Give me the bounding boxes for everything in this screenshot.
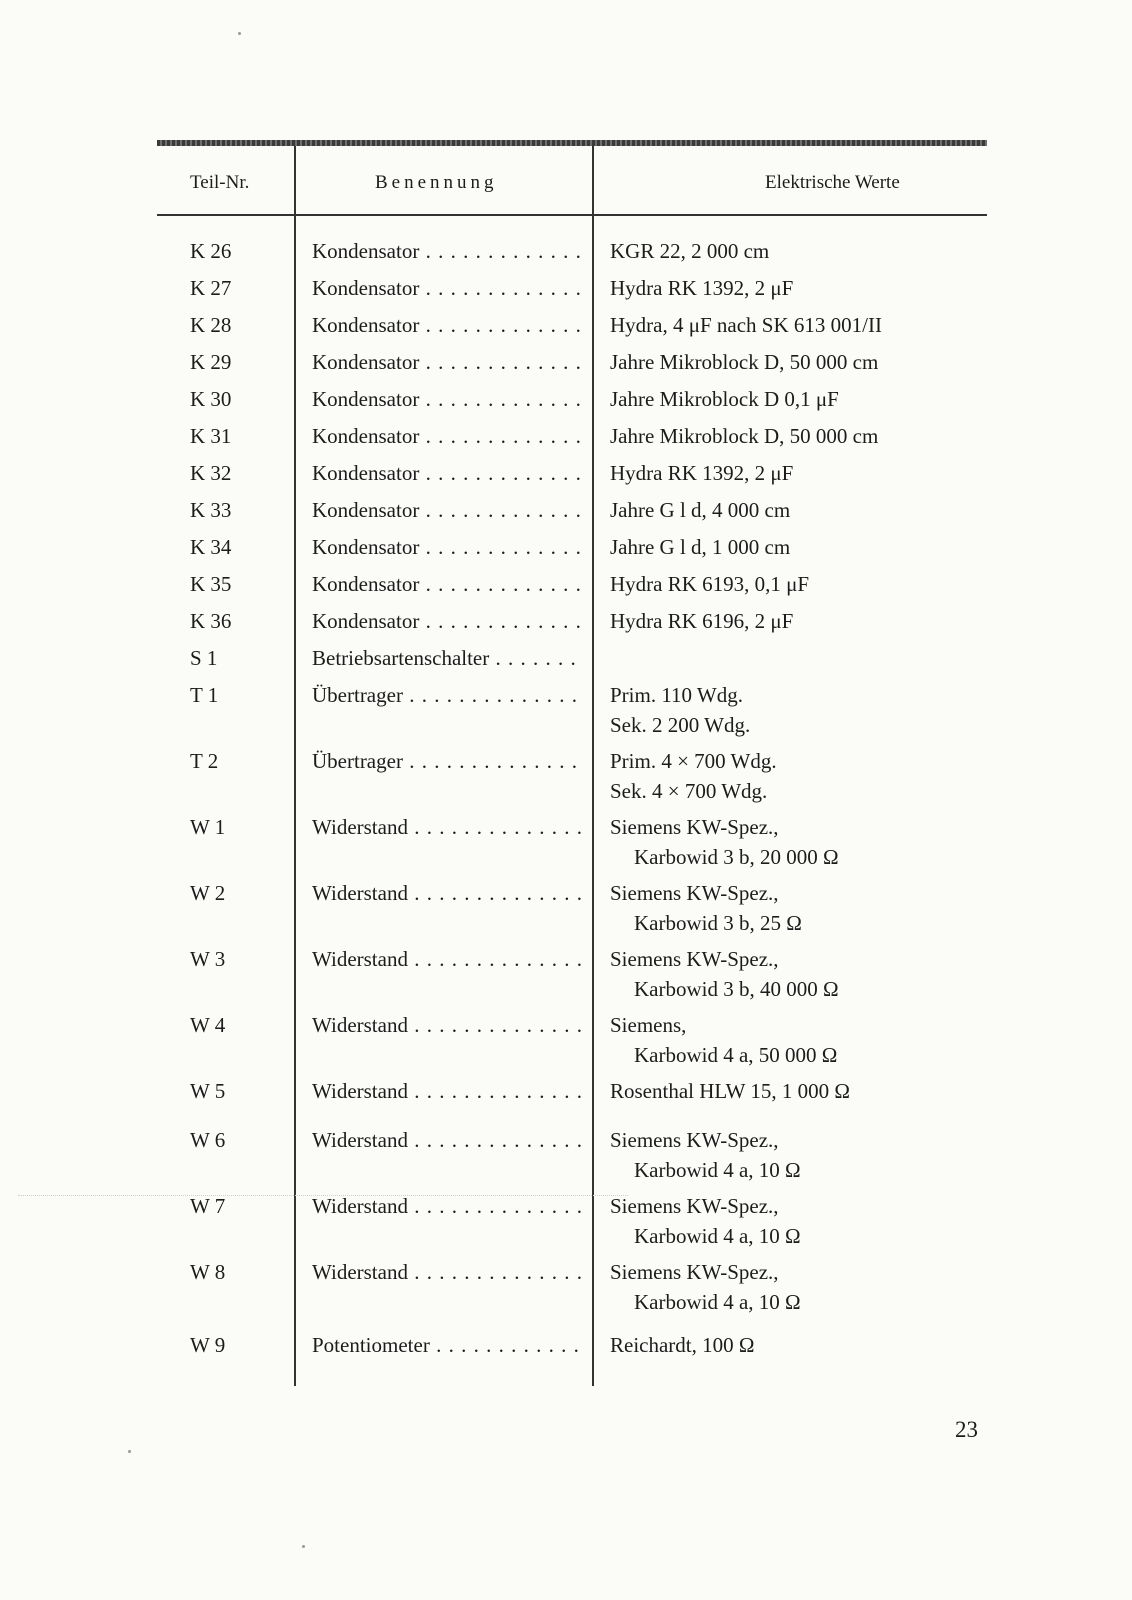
part-value: Siemens,: [610, 1013, 687, 1037]
part-designation: Kondensator . . .: [312, 236, 582, 266]
part-number: K 30: [190, 387, 232, 411]
part-value: Hydra, 4 μF nach SK 613 001/II: [610, 313, 882, 337]
part-designation: Kondensator . . .: [312, 532, 582, 562]
part-value-line2: Karbowid 4 a, 10 Ω: [634, 1290, 801, 1314]
scan-speck: [238, 32, 241, 35]
scan-speck: [128, 1450, 131, 1453]
part-value: Siemens KW-Spez.,: [610, 1260, 779, 1284]
table-top-rule: [157, 140, 987, 146]
part-number: K 29: [190, 350, 232, 374]
header-designation: Benennung: [375, 172, 498, 193]
part-value-line2: Sek. 2 200 Wdg.: [610, 713, 751, 737]
part-designation: Widerstand . . .: [312, 878, 582, 908]
part-number: K 27: [190, 276, 232, 300]
part-designation: Kondensator . . .: [312, 606, 582, 636]
part-number: W 4: [190, 1013, 226, 1037]
part-designation: Widerstand . . .: [312, 944, 582, 974]
part-value: Siemens KW-Spez.,: [610, 1194, 779, 1218]
part-number: K 32: [190, 461, 232, 485]
part-value: Siemens KW-Spez.,: [610, 947, 779, 971]
part-value: Jahre G l d, 1 000 cm: [610, 535, 791, 559]
part-number: W 2: [190, 881, 226, 905]
part-number: K 31: [190, 424, 232, 448]
part-designation: Kondensator . . .: [312, 569, 582, 599]
part-value: Jahre Mikroblock D, 50 000 cm: [610, 424, 879, 448]
part-number: K 35: [190, 572, 232, 596]
part-designation: Kondensator . . .: [312, 273, 582, 303]
part-number: W 8: [190, 1260, 226, 1284]
part-value: Hydra RK 6196, 2 μF: [610, 609, 794, 633]
part-value: Siemens KW-Spez.,: [610, 1128, 779, 1152]
part-value-line2: Sek. 4 × 700 Wdg.: [610, 779, 768, 803]
part-value: Hydra RK 6193, 0,1 μF: [610, 572, 810, 596]
part-designation: Übertrager . . .: [312, 680, 582, 710]
part-value: Jahre G l d, 4 000 cm: [610, 498, 791, 522]
part-value: Hydra RK 1392, 2 μF: [610, 461, 794, 485]
part-value-line2: Karbowid 3 b, 25 Ω: [634, 911, 802, 935]
column-divider: [294, 146, 296, 1386]
part-number: K 28: [190, 313, 232, 337]
part-number: T 2: [190, 749, 219, 773]
part-value: Prim. 110 Wdg.: [610, 683, 744, 707]
part-number: W 6: [190, 1128, 226, 1152]
part-designation: Widerstand . . .: [312, 812, 582, 842]
part-designation: Widerstand . . .: [312, 1125, 582, 1155]
part-number: S 1: [190, 646, 218, 670]
part-designation: Kondensator . . .: [312, 421, 582, 451]
part-designation: Widerstand . . .: [312, 1191, 582, 1221]
header-rule: [157, 214, 987, 216]
part-value: Reichardt, 100 Ω: [610, 1333, 755, 1357]
part-designation: Betriebsartenschalter . . .: [312, 643, 582, 673]
part-designation: Kondensator . . .: [312, 495, 582, 525]
part-value: KGR 22, 2 000 cm: [610, 239, 770, 263]
part-value-line2: Karbowid 4 a, 50 000 Ω: [634, 1043, 838, 1067]
part-number: W 9: [190, 1333, 226, 1357]
part-value: Rosenthal HLW 15, 1 000 Ω: [610, 1079, 850, 1103]
header-part-number: Teil-Nr.: [190, 172, 250, 193]
part-value: Siemens KW-Spez.,: [610, 881, 779, 905]
part-number: K 33: [190, 498, 232, 522]
header-electrical-values: Elektrische Werte: [765, 172, 900, 193]
part-number: K 26: [190, 239, 232, 263]
page-number: 23: [955, 1417, 978, 1442]
part-number: W 1: [190, 815, 226, 839]
part-value: Siemens KW-Spez.,: [610, 815, 779, 839]
part-designation: Kondensator . . .: [312, 310, 582, 340]
part-number: T 1: [190, 683, 219, 707]
part-designation: Kondensator . . .: [312, 384, 582, 414]
part-value: Prim. 4 × 700 Wdg.: [610, 749, 777, 773]
part-number: W 3: [190, 947, 226, 971]
part-designation: Kondensator . . .: [312, 458, 582, 488]
column-divider: [592, 146, 594, 1386]
part-value-line2: Karbowid 3 b, 40 000 Ω: [634, 977, 839, 1001]
part-designation: Kondensator . . .: [312, 347, 582, 377]
part-designation: Widerstand . . .: [312, 1076, 582, 1106]
part-value-line2: Karbowid 3 b, 20 000 Ω: [634, 845, 839, 869]
part-designation: Widerstand . . .: [312, 1257, 582, 1287]
part-number: K 34: [190, 535, 232, 559]
part-value: Jahre Mikroblock D 0,1 μF: [610, 387, 839, 411]
scan-speck: [302, 1545, 305, 1548]
part-number: W 7: [190, 1194, 226, 1218]
part-designation: Übertrager . . .: [312, 746, 582, 776]
part-value: Jahre Mikroblock D, 50 000 cm: [610, 350, 879, 374]
part-designation: Potentiometer . . .: [312, 1330, 582, 1360]
part-number: K 36: [190, 609, 232, 633]
part-designation: Widerstand . . .: [312, 1010, 582, 1040]
part-value-line2: Karbowid 4 a, 10 Ω: [634, 1224, 801, 1248]
part-value: Hydra RK 1392, 2 μF: [610, 276, 794, 300]
part-value-line2: Karbowid 4 a, 10 Ω: [634, 1158, 801, 1182]
scan-artifact-line: [18, 1195, 628, 1196]
part-number: W 5: [190, 1079, 226, 1103]
